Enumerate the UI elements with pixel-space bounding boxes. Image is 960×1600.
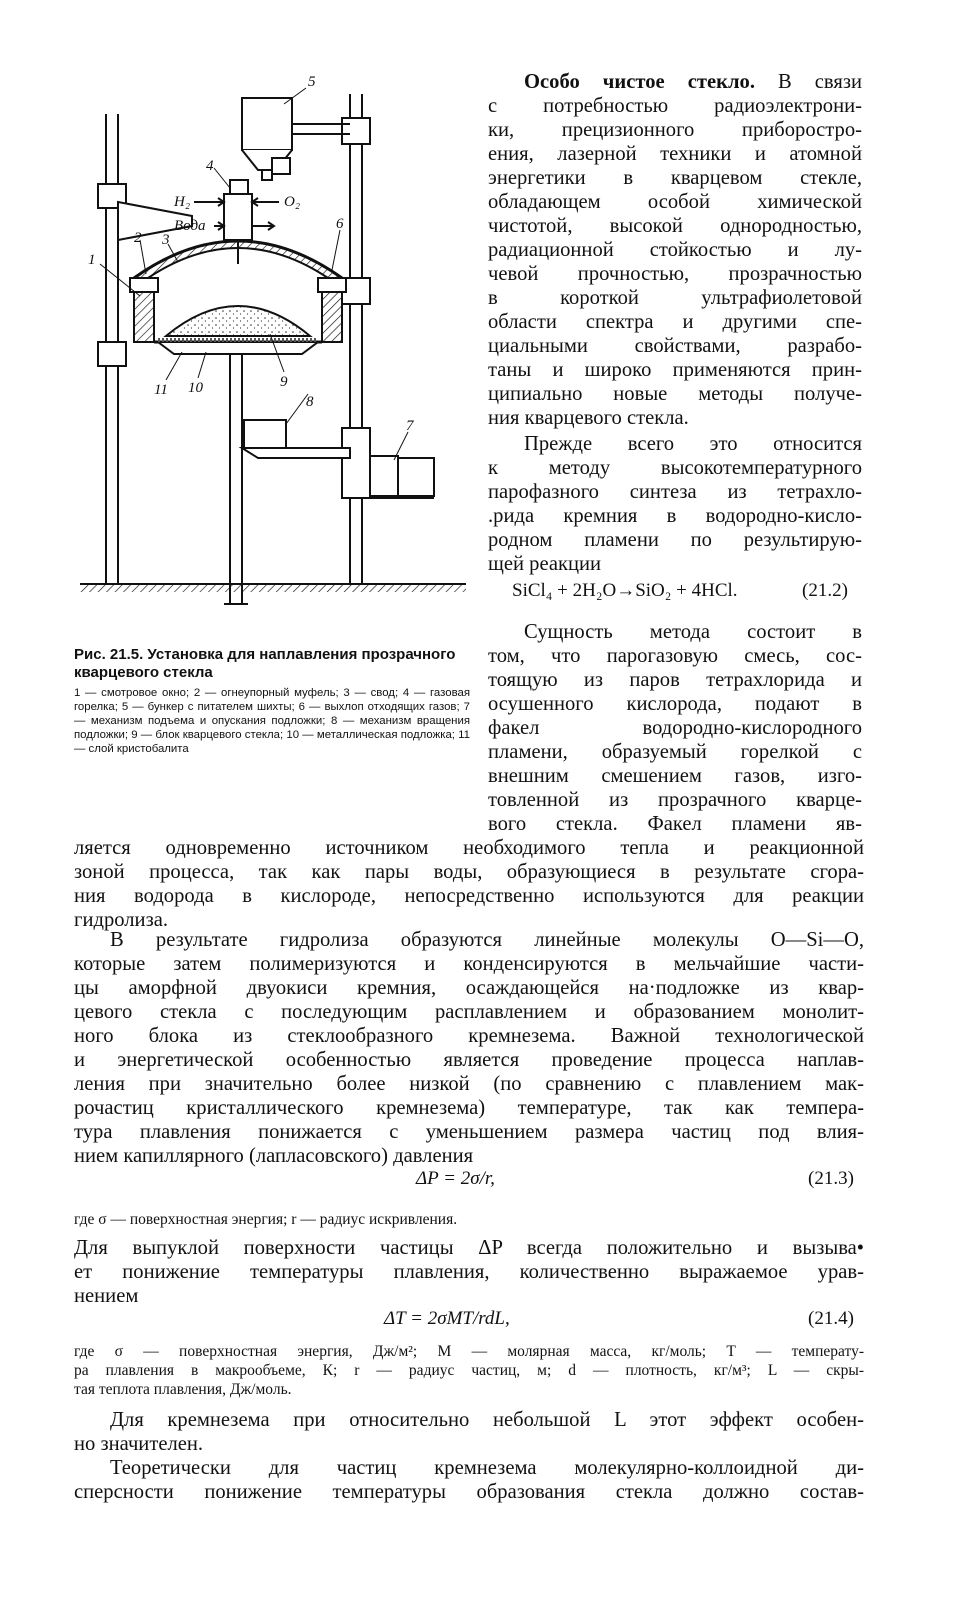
text-line: ения, лазерной техники и атомной (488, 143, 862, 165)
text-line: тая теплота плавления, Дж/моль. (74, 1381, 292, 1398)
label-8: 8 (306, 394, 314, 410)
paragraph-essence-continued (74, 836, 864, 932)
text-line: тоящую из паров тетрахлорида и (488, 669, 862, 691)
text-line: радиационной стойкостью и лу- (488, 239, 862, 261)
text-line: В результате гидролиза образуются линейные молекулы O—Si—O, (110, 929, 864, 951)
text-line: .рида кремния в водородно-кисло- (488, 505, 862, 527)
equation-21-2: SiCl₄ + 2H₂O→SiO₂ + 4HCl. (512, 580, 738, 601)
label-1: 1 (88, 252, 96, 268)
label-voda: Вода (174, 218, 206, 234)
text-line: ляется одновременно источником необходимого тепла и реакционной (74, 837, 864, 859)
text-line: ного блока из стеклообразного кремнезема. Важной технологической (74, 1025, 864, 1047)
paragraph-theoretical (74, 1456, 864, 1504)
text-line: но значителен. (74, 1433, 204, 1455)
equation-number: (21.2) (802, 580, 848, 601)
text-line: в короткой ультрафиолетовой (488, 287, 862, 309)
text-line: которые затем полимеризуются и конденсируются в мельчайшие части- (74, 953, 864, 975)
text-line: Для выпуклой поверхности частицы ΔP всегда положительно и вызыва• (74, 1237, 864, 1259)
text-line: парофазного синтеза из тетрахло- (488, 481, 862, 503)
equation-21-4-where (74, 1342, 864, 1399)
text-line: ра плавления в макрообъеме, К; r — радиус частиц, м; d — плотность, кг/м³; L — скры- (74, 1362, 864, 1379)
paragraph-essence (488, 620, 862, 836)
text-line: родном пламени по результирую- (488, 529, 862, 551)
apparatus-figure (74, 64, 472, 632)
text-line: чевой прочностью, прозрачностью (488, 263, 862, 285)
paragraph-convex (74, 1236, 864, 1308)
section-heading: Особо чистое стекло. (524, 71, 755, 93)
text-line: рочастиц кристаллического кремнезема) температуре, так как темпера- (74, 1097, 864, 1119)
label-h2: H₂ (174, 194, 191, 210)
text-line: обладающем особой химической (488, 191, 862, 213)
text-line: том, что парогазовую смесь, сос- (488, 645, 862, 667)
text-line: циальными свойствами, разрабо- (488, 335, 862, 357)
text-line: зоной процесса, так как пары воды, образующиеся в результате сгора- (74, 861, 864, 883)
label-6: 6 (336, 216, 344, 232)
text-line: ния водорода в кислороде, непосредственно используются для реакции (74, 885, 864, 907)
label-11: 11 (154, 382, 168, 398)
equation-21-4: ΔT = 2σMT/rdL, (384, 1308, 510, 1329)
text-line: ния кварцевого стекла. (488, 407, 689, 429)
label-10: 10 (188, 380, 203, 396)
text-line: ципиально новые методы получе- (488, 383, 862, 405)
label-9: 9 (280, 374, 288, 390)
text-line: и энергетической особенностью является проведение процесса наплав- (74, 1049, 864, 1071)
text-line: нием капиллярного (лапласовского) давления (74, 1145, 474, 1167)
text-line: нением (74, 1285, 139, 1307)
text-line: Теоретически для частиц кремнезема молекулярно-коллоидной ди- (110, 1457, 864, 1479)
label-5: 5 (308, 74, 316, 90)
paragraph-silica (74, 1408, 864, 1456)
equation-21-3-where: где σ — поверхностная энергия; r — радиус искривления. (74, 1211, 458, 1228)
text-line: сперсности понижение температуры образования стекла должно состав- (74, 1481, 864, 1503)
text-line: вого стекла. Факел пламени яв- (488, 813, 862, 835)
label-4: 4 (206, 158, 214, 174)
equation-number: (21.3) (808, 1168, 854, 1189)
text-line: ет понижение температуры плавления, количественно выражаемое урав- (74, 1261, 864, 1283)
equation-21-3: ΔP = 2σ/r, (416, 1168, 495, 1189)
paragraph-hydrolysis (74, 928, 864, 1168)
text-line: пламени, образуемый горелкой с (488, 741, 862, 763)
text-line: цы аморфной двуокиси кремния, осаждающейся на·подложке из квар- (74, 977, 864, 999)
text-line: щей реакции (488, 553, 602, 575)
label-2: 2 (134, 230, 142, 246)
text-line: таны и широко применяются прин- (488, 359, 862, 381)
text-line: с потребностью радиоэлектрони- (488, 95, 862, 117)
text-line: гидролиза. (74, 909, 168, 931)
text-line: Особо чистое стекло. В связи (524, 71, 862, 93)
text-line: тура плавления понижается с уменьшением размера частиц под влия- (74, 1121, 864, 1143)
paragraph-method (488, 432, 862, 576)
text-line: к методу высокотемпературного (488, 457, 862, 479)
label-3: 3 (162, 232, 170, 248)
text-line: Для кремнезема при относительно небольшой L этот эффект особен- (110, 1409, 864, 1431)
text-line: области спектра и другими спе- (488, 311, 862, 333)
text-line: внешним смешением газов, изго- (488, 765, 862, 787)
equation-number: (21.4) (808, 1308, 854, 1329)
text-line: ки, прецизионного приборостро- (488, 119, 862, 141)
text-line: осушенного кислорода, подают в (488, 693, 862, 715)
figure-caption-legend: 1 — смотровое окно; 2 — огнеупорный муфель; 3 — свод; 4 — газовая горелка; 5 — бункер с питателем шихты; 6 — выхлоп отходящих газов; 7 — механизм подъема и опускания подложки; 8 — механизм вращения подложки; 9 — блок кварцевого стекла; 10 — металлическая подложка; 11 — слой кристобалита (74, 687, 470, 755)
text-line: Прежде всего это относится (524, 433, 862, 455)
text-line: чистотой, высокой однородностью, (488, 215, 862, 237)
paragraph-pure-glass (488, 70, 862, 430)
label-o2: O₂ (284, 194, 301, 210)
text-line: товленной из прозрачного кварце- (488, 789, 862, 811)
apparatus-drawing (74, 64, 472, 632)
text-line: факел водородно-кислородного (488, 717, 862, 739)
figure-caption-title: Рис. 21.5. Установка для наплавления прозрачного кварцевого стекла (74, 646, 456, 681)
text-line: где σ — поверхностная энергия, Дж/м²; M — молярная масса, кг/моль; T — температу- (74, 1343, 864, 1360)
text-line: Сущность метода состоит в (524, 621, 862, 643)
text-line: ления при значительно более низкой (по сравнению с плавлением мак- (74, 1073, 864, 1095)
text-line: энергетики в кварцевом стекле, (488, 167, 862, 189)
text-line: цевого стекла с последующим расплавлением и образованием монолит- (74, 1001, 864, 1023)
label-7: 7 (406, 418, 414, 434)
